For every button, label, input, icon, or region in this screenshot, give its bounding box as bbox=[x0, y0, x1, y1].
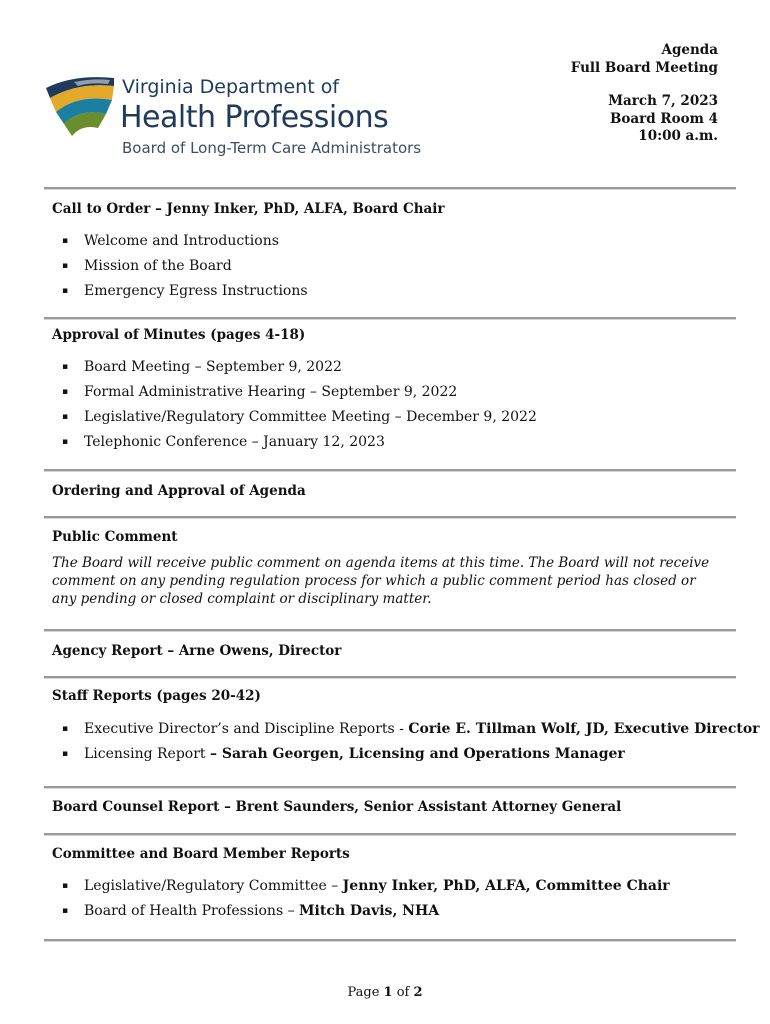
public-comment-text: The Board will receive public comment on agenda items at this time. The Board will not receive comment on any pending regulation process for which a public comment period has closed or any pending or closed complaint or disciplinary matter. bbox=[52, 555, 710, 607]
agenda-label: Agenda bbox=[661, 42, 718, 58]
meeting-date: March 7, 2023 bbox=[608, 93, 718, 109]
list-item: ▪ Emergency Egress Instructions bbox=[62, 279, 308, 304]
list-item: ▪ Legislative/Regulatory Committee – Jenny Inker, PhD, ALFA, Committee Chair bbox=[62, 874, 670, 899]
list-item: ▪ Mission of the Board bbox=[62, 254, 308, 279]
list-item: ▪ Welcome and Introductions bbox=[62, 229, 308, 254]
bullet-icon: ▪ bbox=[62, 412, 69, 422]
bullet-icon: ▪ bbox=[62, 236, 69, 246]
section-committee-reports-title: Committee and Board Member Reports bbox=[52, 846, 350, 862]
logo-line3: Board of Long-Term Care Administrators bbox=[122, 139, 422, 157]
divider bbox=[44, 786, 736, 789]
meeting-type: Full Board Meeting bbox=[570, 59, 718, 76]
section-minutes-title: Approval of Minutes (pages 4-18) bbox=[52, 327, 306, 343]
committee-reports-list bbox=[62, 874, 670, 924]
bullet-icon: ▪ bbox=[62, 362, 69, 372]
bullet-icon: ▪ bbox=[62, 749, 69, 759]
divider bbox=[44, 939, 736, 942]
list-item: ▪ Licensing Report – Sarah Georgen, Licensing and Operations Manager bbox=[62, 742, 760, 767]
page-number: Page 1 of 2 bbox=[347, 985, 423, 1000]
shield-emblem-icon bbox=[44, 72, 118, 140]
staff-reports-list bbox=[62, 717, 760, 767]
section-call-to-order-title: Call to Order – Jenny Inker, PhD, ALFA, Board Chair bbox=[52, 201, 445, 217]
section-agenda-title: Ordering and Approval of Agenda bbox=[52, 483, 306, 499]
logo-line2: Health Professions bbox=[120, 100, 389, 135]
bullet-icon: ▪ bbox=[62, 881, 69, 891]
list-item: ▪ Executive Director’s and Discipline Reports - Corie E. Tillman Wolf, JD, Executive Director bbox=[62, 717, 760, 742]
bullet-icon: ▪ bbox=[62, 724, 69, 734]
divider bbox=[44, 469, 736, 472]
divider bbox=[44, 629, 736, 632]
bullet-icon: ▪ bbox=[62, 261, 69, 271]
bullet-icon: ▪ bbox=[62, 437, 69, 447]
bullet-icon: ▪ bbox=[62, 906, 69, 916]
list-item: ▪ Board Meeting – September 9, 2022 bbox=[62, 355, 537, 380]
meeting-header bbox=[571, 42, 718, 146]
list-item: ▪ Legislative/Regulatory Committee Meeting – December 9, 2022 bbox=[62, 405, 537, 430]
section-agency-report-title: Agency Report – Arne Owens, Director bbox=[52, 643, 342, 659]
bullet-icon: ▪ bbox=[62, 286, 69, 296]
section-board-counsel-title: Board Counsel Report – Brent Saunders, Senior Assistant Attorney General bbox=[52, 799, 622, 815]
divider bbox=[44, 187, 736, 190]
dhp-logo bbox=[44, 70, 434, 165]
meeting-time: 10:00 a.m. bbox=[638, 128, 718, 144]
list-item: ▪ Board of Health Professions – Mitch Davis, NHA bbox=[62, 899, 670, 924]
call-to-order-list bbox=[62, 229, 308, 304]
divider bbox=[44, 833, 736, 836]
list-item: ▪ Telephonic Conference – January 12, 2023 bbox=[62, 430, 537, 455]
divider bbox=[44, 676, 736, 679]
meeting-room: Board Room 4 bbox=[609, 110, 718, 127]
minutes-list bbox=[62, 355, 537, 455]
section-public-comment-title: Public Comment bbox=[52, 529, 178, 545]
divider bbox=[44, 516, 736, 519]
divider bbox=[44, 317, 736, 320]
logo-line1: Virginia Department of bbox=[122, 76, 340, 98]
section-staff-reports-title: Staff Reports (pages 20-42) bbox=[52, 688, 261, 704]
list-item: ▪ Formal Administrative Hearing – September 9, 2022 bbox=[62, 380, 537, 405]
bullet-icon: ▪ bbox=[62, 387, 69, 397]
